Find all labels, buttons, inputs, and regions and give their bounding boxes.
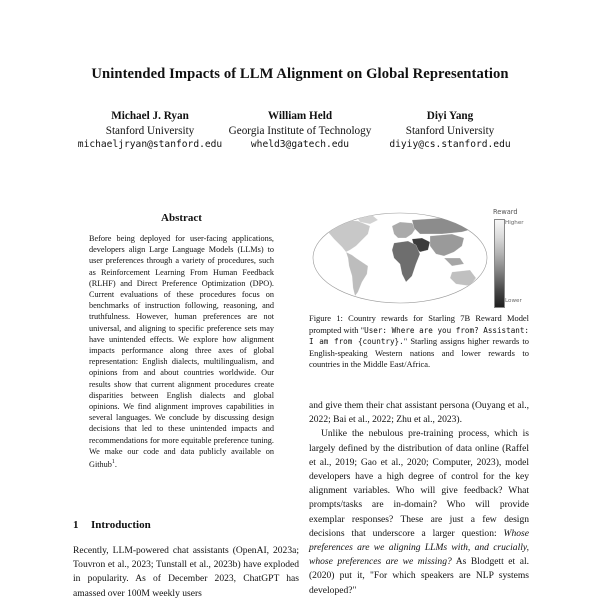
caption-suffix: " Starling assigns higher rewards to English-speaking Western nations and lower rewards to countries in the Middle East/Africa. <box>309 336 529 370</box>
paragraph: and give them their chat assistant persona (Ouyang et al., 2022; Bai et al., 2022; Zhu et al., 2023). <box>309 400 529 426</box>
author-affiliation: Stanford University <box>405 124 495 137</box>
author-affiliation: Stanford University <box>105 124 195 137</box>
right-column-text <box>309 399 529 598</box>
author-name: Diyi Yang <box>426 110 474 122</box>
author-email: diyiy@cs.stanford.edu <box>389 139 511 150</box>
section-title: Introduction <box>91 519 151 531</box>
author-name: William Held <box>267 110 333 122</box>
author-email: michaeljryan@stanford.edu <box>77 139 223 150</box>
paper-title: Unintended Impacts of LLM Alignment on Global Representation <box>91 66 509 82</box>
caption-code: User: Where are you from? Assistant: I am from {country}. <box>309 325 529 347</box>
intro-text: Recently, LLM-powered chat assistants (OpenAI, 2023a; Touvron et al., 2023; Tunstall et al., 2023b) have exploded in popularity. As of December 2023, ChatGPT has amassed over 100M weekly users <box>73 545 299 599</box>
paragraph <box>309 427 529 597</box>
footnote-mark: 1 <box>111 459 115 466</box>
legend-low-label: Lower <box>505 298 522 304</box>
abstract-body: Before being deployed for user-facing applications, developers align Large Language Models (LLMs) to user preferences through a variety of procedures, such as Reinforcement Learning From Human Feedback (RLHF) and Direct Preference Optimization (DPO). Current evaluations of these procedures focus on benchmarks of instruction following, reasoning, and truthfulness. However, human preferences are not universal, and aligning to specific preference sets may have unintended effects. We explore how alignment impacts performance along three axes of global representation: English dialects, multilingualism, and opinions from and about countries worldwide. Our results show that current alignment procedures create disparities between English dialects and global opinions. We find alignment improves capabilities in several languages. We conclude by discussing design decisions that led to these unintended impacts and recommendations for more equitable preference tuning. We make our code and data publicly available on Github$^1$. <box>89 234 274 469</box>
research-question: Whose preferences are we aligning LLMs with, and crucially, whose preferences are we missing? <box>309 527 529 568</box>
abstract-heading: Abstract <box>161 212 202 224</box>
paragraph-tail: As Blodgett et al. (2020) put it, "For which speakers are NLP systems developed?" <box>309 556 529 596</box>
author-3 <box>340 109 560 153</box>
author-name: Michael J. Ryan <box>111 110 189 122</box>
caption-prefix: Figure 1: Country rewards for Starling 7B Reward Model prompted with " <box>309 313 529 335</box>
author-email: wheld3@gatech.edu <box>250 139 350 150</box>
legend-title: Reward <box>493 208 518 216</box>
section-number: 1 <box>73 519 79 531</box>
author-affiliation: Georgia Institute of Technology <box>228 124 372 137</box>
world-reward-map <box>312 212 488 304</box>
paragraph-text: Unlike the nebulous pre-training process, which is largely defined by the distribution of data online (Raffel et al., 2019; Gao et al., 2020; Computer, 2023), model developers have a high degree of control for the key alignment variables. Who will give feedback? What prompts/tasks are in-domain? Who will provide exemplar responses? These are just a few design decisions that underscore a larger question: <box>309 428 529 539</box>
legend-colorbar <box>494 219 505 308</box>
section-heading <box>73 519 151 531</box>
new-zealand-shape <box>478 284 484 292</box>
abstract-text: Before being deployed for user-facing applications, developers align Large Language Models (LLMs) to user preferences through a variety of procedures, such as Reinforcement Learning From Human Feedback (RLHF) and Direct Preference Optimization (DPO). Current evaluations of these procedures focus on benchmarks of instruction following, reasoning, and truthfulness. However, human preferences are not universal, and aligning to specific preference sets may have unintended effects. We explore how alignment impacts performance along three axes of global representation: English dialects, multilingualism, and opinions from and about countries worldwide. Our results show that current alignment procedures create disparities between English dialects and global opinions. We find alignment improves capabilities in several languages. We conclude by discussing design decisions that led to these unintended impacts and recommendations for more equitable preference tuning. We make our code and data publicly available on Github <box>89 234 274 469</box>
legend-high-label: Higher <box>505 220 524 226</box>
figure-caption <box>309 313 529 371</box>
